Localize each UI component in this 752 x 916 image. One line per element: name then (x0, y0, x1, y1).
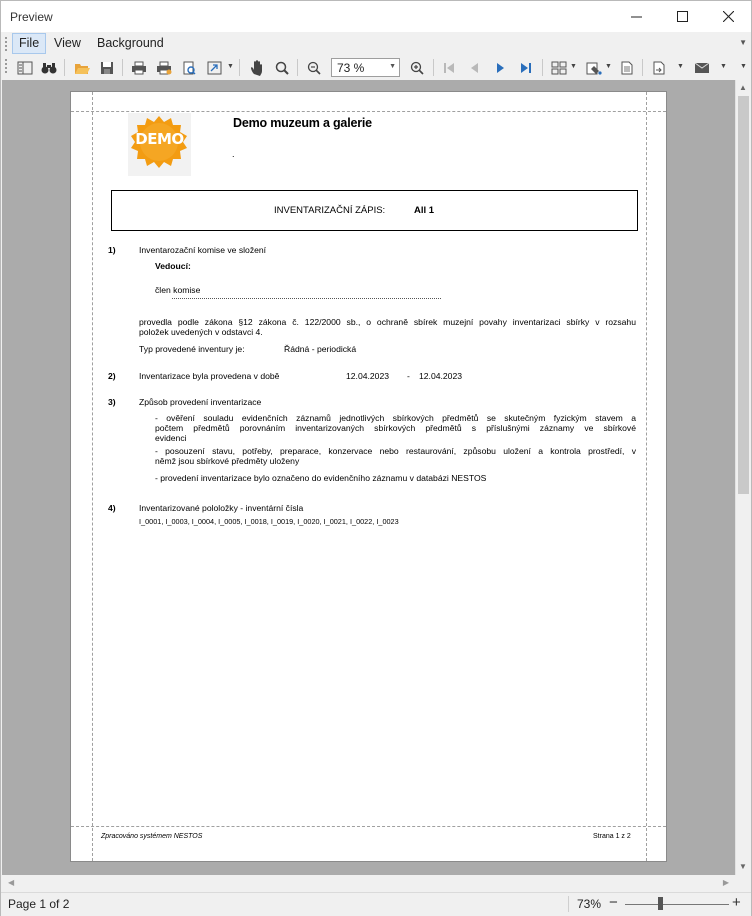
minimize-button[interactable] (613, 1, 659, 32)
section-2-title: Inventarizace byla provedena v době (139, 371, 280, 381)
previous-page-button[interactable] (463, 57, 485, 78)
member-dotted-line (172, 298, 441, 299)
print-button[interactable] (128, 57, 150, 78)
margin-guide (92, 92, 93, 861)
find-icon (41, 61, 57, 75)
section-4-number: 4) (108, 503, 116, 513)
multiple-pages-button[interactable] (548, 57, 570, 78)
zoom-slider-plus-button[interactable]: + (732, 894, 741, 911)
quick-print-icon (156, 61, 172, 75)
inventory-type-label: Typ provedené inventury je: (139, 344, 245, 354)
scale-icon (207, 61, 223, 75)
watermark-icon (620, 61, 634, 75)
next-page-button[interactable] (490, 57, 512, 78)
page-info: Page 1 of 2 (8, 897, 70, 911)
magnifier-button[interactable] (271, 57, 293, 78)
date-separator: - (407, 371, 410, 381)
zoom-slider-thumb[interactable] (658, 897, 663, 910)
toolbar-separator (642, 59, 643, 76)
leader-label: Vedoucí: (155, 261, 191, 271)
zoom-combo[interactable] (331, 58, 400, 77)
export-button[interactable] (648, 57, 670, 78)
scale-button[interactable] (204, 57, 226, 78)
close-icon (723, 11, 734, 22)
toolbar (1, 55, 751, 80)
zoom-out-icon (306, 60, 322, 76)
section-2-number: 2) (108, 371, 116, 381)
export-dropdown-icon[interactable]: ▼ (677, 63, 684, 70)
horizontal-scrollbar[interactable] (2, 875, 735, 892)
send-email-button[interactable] (691, 57, 713, 78)
next-page-icon (496, 62, 506, 74)
find-button[interactable] (38, 57, 60, 78)
maximize-icon (677, 11, 688, 22)
toolbar-separator (239, 59, 240, 76)
toolbar-separator (433, 59, 434, 76)
margin-guide (71, 111, 666, 112)
export-icon (652, 61, 666, 75)
send-email-icon (694, 62, 710, 74)
scroll-down-icon[interactable]: ▼ (739, 862, 747, 871)
thumbnails-button[interactable] (14, 57, 36, 78)
hand-tool-icon (249, 60, 265, 76)
vertical-scroll-thumb[interactable] (738, 96, 749, 494)
menu-background[interactable]: Background (97, 36, 164, 50)
menu-overflow-icon[interactable]: ▼ (739, 38, 747, 47)
margin-guide (646, 92, 647, 861)
method-bullet-2-line-1: - posouzení stavu, potřeby, preparace, konzervace nebo restaurování, způsobu uložení a kontrola prostředí, v (155, 446, 636, 456)
close-button[interactable] (705, 1, 751, 32)
method-bullet-1-line-1: - ověření souladu evidenčních záznamů jednotlivých sbírkových předmětů se skutečným fyzickým stavem a (155, 413, 636, 423)
print-icon (131, 61, 147, 75)
page-color-button[interactable] (583, 57, 605, 78)
menu-bar (1, 32, 751, 55)
scroll-up-icon[interactable]: ▲ (739, 83, 747, 92)
section-1-title: Inventarozační komise ve složení (139, 245, 267, 255)
maximize-button[interactable] (659, 1, 705, 32)
toolbar-separator (297, 59, 298, 76)
scroll-left-icon[interactable]: ◀ (8, 878, 15, 887)
section-3-title: Způsob provedení inventarizace (139, 397, 262, 407)
chevron-down-icon[interactable]: ▼ (389, 63, 396, 70)
date-to: 12.04.2023 (419, 371, 463, 381)
inventory-type-value: Řádná - periodická (284, 344, 357, 354)
hand-tool-button[interactable] (246, 57, 268, 78)
toolbar-overflow-icon[interactable]: ▼ (740, 63, 747, 70)
status-separator (568, 896, 569, 912)
page-footer-left: Zpracováno systémem NESTOS (101, 833, 203, 840)
document-title-box (111, 190, 638, 231)
document-page (70, 91, 667, 862)
scale-dropdown-icon[interactable]: ▼ (227, 63, 234, 70)
zoom-percent: 73% (577, 897, 602, 911)
multiple-pages-icon (551, 61, 567, 75)
zoom-out-button[interactable] (303, 57, 325, 78)
watermark-button[interactable] (616, 57, 638, 78)
minimize-icon (631, 11, 642, 22)
member-label: člen komise (155, 285, 201, 295)
section-3-number: 3) (108, 397, 116, 407)
section-1-paragraph-end: položek uvedených v odstavci 4. (139, 327, 263, 337)
open-icon (74, 61, 90, 75)
organization-name: Demo muzeum a galerie (233, 116, 372, 130)
scroll-right-icon[interactable]: ▶ (722, 878, 729, 887)
save-icon (100, 61, 114, 75)
last-page-button[interactable] (515, 57, 537, 78)
toolbar-separator (122, 59, 123, 76)
section-1-number: 1) (108, 245, 116, 255)
zoom-in-button[interactable] (406, 57, 428, 78)
window-title: Preview (10, 10, 53, 24)
zoom-slider-track[interactable] (625, 904, 729, 905)
magnifier-icon (274, 60, 290, 76)
menu-grip[interactable] (5, 37, 8, 53)
demo-logo (128, 113, 191, 176)
date-from: 12.04.2023 (346, 371, 390, 381)
method-bullet-2-line-2: němž jsou sbírkové předměty uloženy (155, 456, 300, 466)
section-4-title: Inventarizované pololožky - inventární čísla (139, 503, 304, 513)
menu-file[interactable]: File (12, 33, 46, 54)
inventory-numbers: I_0001, I_0003, I_0004, I_0005, I_0018, I_0019, I_0020, I_0021, I_0022, I_0023 (139, 517, 399, 526)
margin-guide (71, 826, 666, 827)
zoom-slider-minus-button[interactable]: − (609, 894, 618, 911)
first-page-icon (443, 62, 455, 74)
zoom-combo-value: 73 % (337, 61, 365, 75)
page-color-dropdown-icon[interactable]: ▼ (605, 63, 612, 70)
send-email-dropdown-icon[interactable]: ▼ (720, 63, 727, 70)
logo-text: DEMO (135, 130, 184, 148)
method-bullet-1-line-3: evidenci (155, 433, 187, 443)
page-setup-icon (182, 61, 196, 75)
title-bar (1, 1, 751, 32)
save-button[interactable] (96, 57, 118, 78)
last-page-icon (520, 62, 532, 74)
status-bar (1, 892, 751, 916)
first-page-button[interactable] (438, 57, 460, 78)
document-title-value: All 1 (414, 205, 435, 216)
method-bullet-3: - provedení inventarizace bylo označeno do evidenčního záznamu v databázi NESTOS (155, 473, 487, 483)
multiple-pages-dropdown-icon[interactable]: ▼ (570, 63, 577, 70)
quick-print-button[interactable] (153, 57, 175, 78)
open-button[interactable] (71, 57, 93, 78)
previous-page-icon (469, 62, 479, 74)
vertical-scrollbar[interactable] (735, 80, 751, 875)
page-color-icon (586, 61, 602, 75)
toolbar-grip[interactable] (5, 59, 8, 75)
document-viewport[interactable] (2, 80, 735, 875)
page-setup-button[interactable] (178, 57, 200, 78)
thumbnails-icon (17, 61, 33, 75)
toolbar-separator (542, 59, 543, 76)
section-1-paragraph: provedla podle zákona §12 zákona č. 122/2000 sb., o ochraně sbírek muzejní povahy inventarizaci sbírky v rozsahu (139, 317, 636, 327)
zoom-in-icon (409, 60, 425, 76)
document-title-label: INVENTARIZAČNÍ ZÁPIS: (274, 205, 386, 216)
page-footer-right: Strana 1 z 2 (593, 833, 631, 840)
organization-subline: . (232, 149, 235, 159)
method-bullet-1-line-2: počtem předmětů porovnáním inventarizovaných sbírkových předmětů s příslušnými záznamy ve sbírkové (155, 423, 636, 433)
menu-view[interactable]: View (54, 36, 81, 50)
toolbar-separator (64, 59, 65, 76)
